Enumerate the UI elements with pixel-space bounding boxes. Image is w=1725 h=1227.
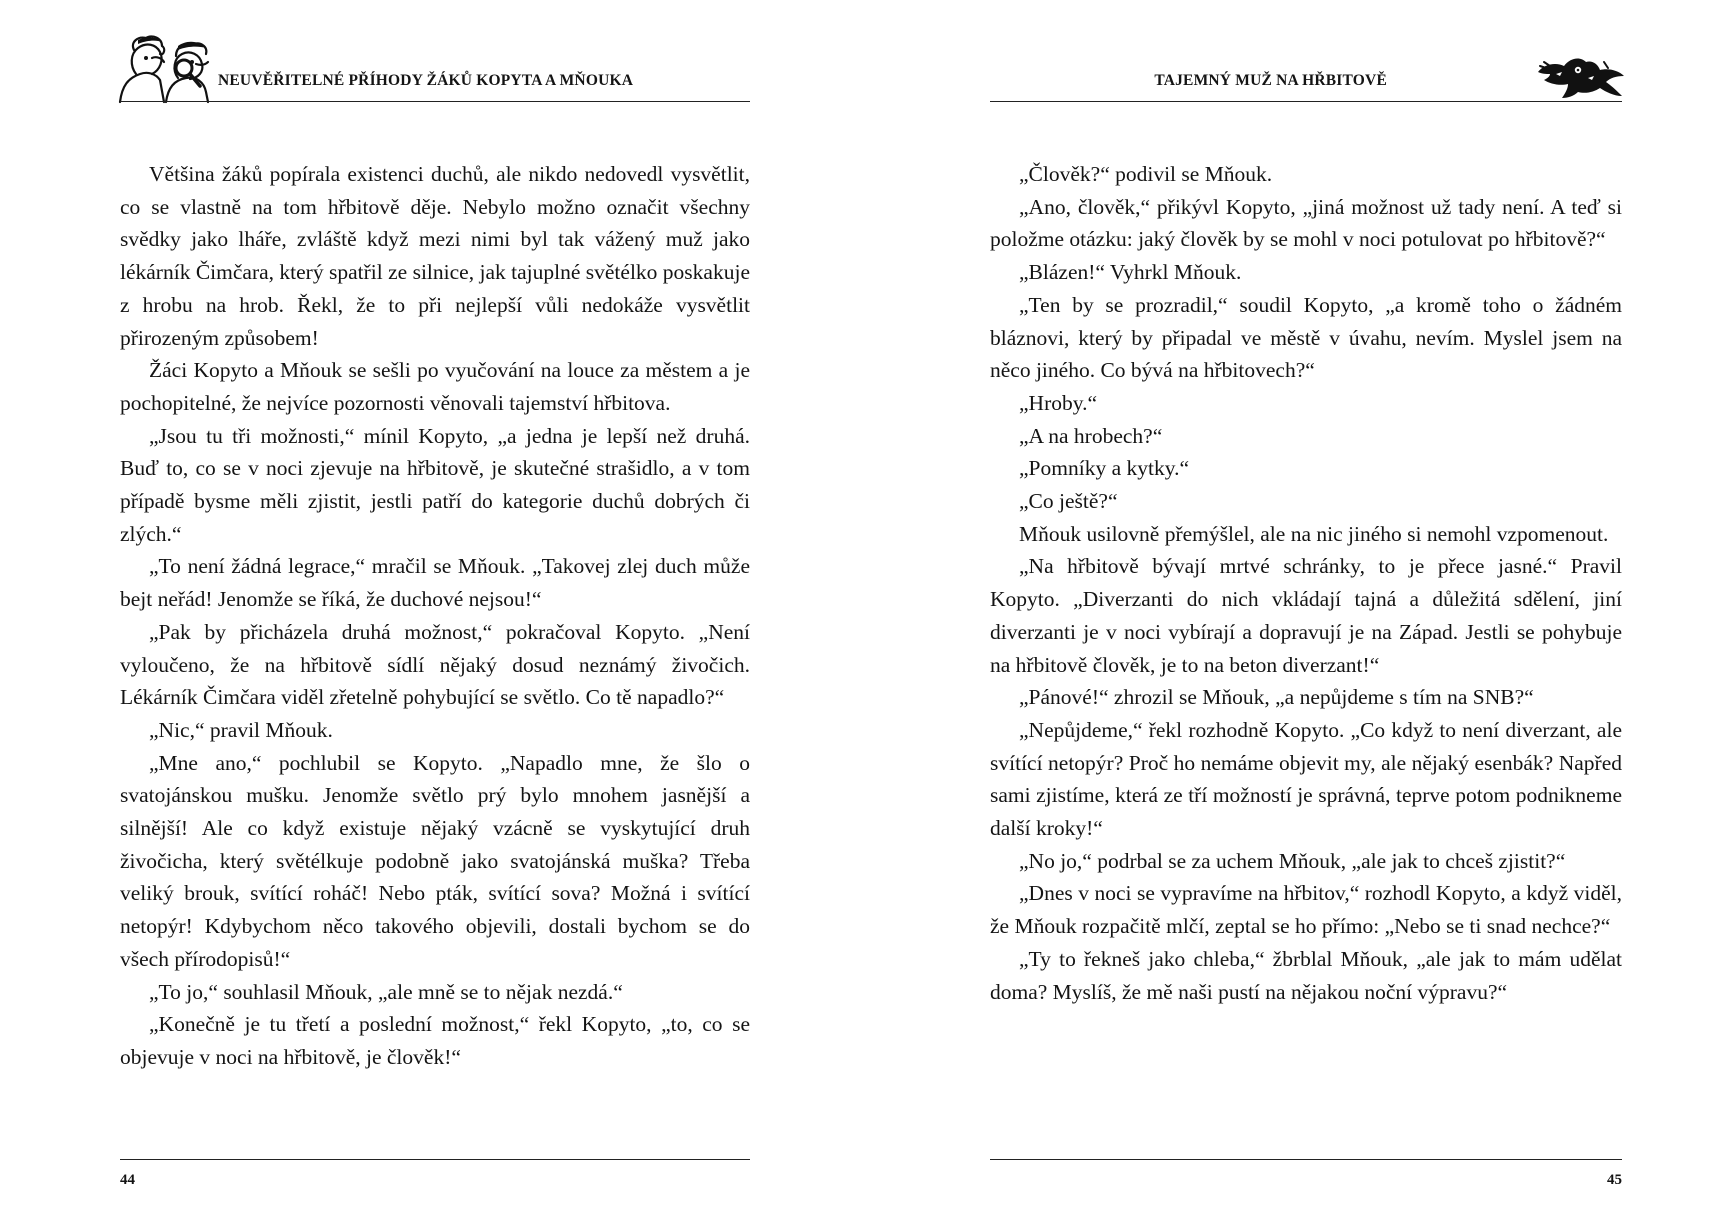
paragraph: „Ano, člověk,“ přikývl Kopyto, „jiná možnost už tady není. A teď si položme otázku: jaký člověk by se mohl v noci potulovat po hřbitově?“ bbox=[990, 194, 1622, 252]
page-number: 45 bbox=[1607, 1172, 1622, 1188]
paragraph: „Konečně je tu třetí a poslední možnost,“ řekl Kopyto, „to, co se objevuje v noci na hřbitově, je člověk!“ bbox=[120, 1012, 750, 1069]
running-header-title: NEUVĚŘITELNÉ PŘÍHODY ŽÁKŮ KOPYTA A MŇOUKA bbox=[218, 72, 634, 89]
header-rule bbox=[120, 101, 750, 102]
body-text bbox=[120, 158, 750, 1074]
paragraph: „Dnes v noci se vypravíme na hřbitov,“ rozhodl Kopyto, a když viděl, že Mňouk rozpačitě mlčí, zeptal se ho přímo: „Nebo se ti snad nechce?“ bbox=[990, 881, 1622, 939]
running-header-title: TAJEMNÝ MUŽ NA HŘBITOVĚ bbox=[1154, 72, 1387, 89]
paragraph: Mňouk usilovně přemýšlel, ale na nic jiného si nemohl vzpomenout. bbox=[1019, 521, 1609, 546]
paragraph: Většina žáků popírala existenci duchů, ale nikdo nedovedl vysvětlit, co se vlastně na tom hřbitově děje. Nebylo možno označit všechny svědky jako lháře, zvláště když mezi nimi byl tak vážený muž jako lékárník Čimčara, který spatřil ze silnice, jak tajuplné světélko poskakuje z hrobu na hrob. Řekl, že to při nejlepší vůli nedokáže vysvětlit přirozeným způsobem! bbox=[120, 162, 750, 350]
footer-rule bbox=[990, 1159, 1622, 1160]
paragraph: „Ten by se prozradil,“ soudil Kopyto, „a kromě toho o žádném bláznovi, který by připadal ve městě v úvahu, nevím. Myslel jsem na něco jiného. Co bývá na hřbitovech?“ bbox=[990, 292, 1622, 383]
paragraph: „Mne ano,“ pochlubil se Kopyto. „Napadlo mne, že šlo o svatojánskou mušku. Jenomže světlo prý bylo mnohem jasnější a silnější! Ale co když existuje nějaký vzácně se vyskytující druh živočicha, který světélkuje podobně jako svatojánská muška? Třeba veliký brouk, svítící roháč! Nebo pták, svítící sova? Možná i svítící netopýr! Kdybychom něco takového objevili, dostali bychom se do všech přírodopisů!“ bbox=[120, 750, 750, 971]
paragraph: „Nic,“ pravil Mňouk. bbox=[149, 717, 333, 742]
boys-with-magnifying-glass-icon bbox=[116, 34, 216, 104]
running-creature-icon bbox=[1534, 52, 1630, 100]
page-number: 44 bbox=[120, 1172, 135, 1188]
paragraph: „No jo,“ podrbal se za uchem Mňouk, „ale jak to chceš zjistit?“ bbox=[1019, 848, 1566, 873]
paragraph: Žáci Kopyto a Mňouk se sešli po vyučování na louce za městem a je pochopitelné, že nejvíce pozornosti věnovali tajemství hřbitova. bbox=[120, 358, 750, 415]
paragraph: „Co ještě?“ bbox=[1019, 489, 1118, 514]
body-text bbox=[990, 158, 1622, 1008]
paragraph: „Ty to řekneš jako chleba,“ žbrblal Mňouk, „ale jak to mám udělat doma? Myslíš, že mě naši pustí na nějakou noční výpravu?“ bbox=[990, 946, 1622, 1004]
paragraph: „Blázen!“ Vyhrkl Mňouk. bbox=[1019, 260, 1242, 285]
left-page bbox=[0, 0, 862, 1227]
paragraph: „To jo,“ souhlasil Mňouk, „ale mně se to nějak nezdá.“ bbox=[149, 979, 623, 1004]
paragraph: „Jsou tu tři možnosti,“ mínil Kopyto, „a jedna je lepší než druhá. Buď to, co se v noci zjevuje na hřbitově, je skutečné strašidlo, a v tom případě bysme měli zjistit, jestli patří do kategorie duchů dobrých či zlých.“ bbox=[120, 423, 750, 546]
footer-rule bbox=[120, 1159, 750, 1160]
paragraph: „To není žádná legrace,“ mračil se Mňouk. „Takovej zlej duch může bejt neřád! Jenomže se říká, že duchové nejsou!“ bbox=[120, 554, 750, 612]
paragraph: „Na hřbitově bývají mrtvé schránky, to je přece jasné.“ Pravil Kopyto. „Diverzanti do nich vkládají tajná a důležitá sdělení, jiní diverzanti je v noci vybírají a dopravují je na Západ. Jestli se pohybuje na hřbitově člověk, je to na beton diverzant!“ bbox=[990, 554, 1622, 677]
paragraph: „Pak by přicházela druhá možnost,“ pokračoval Kopyto. „Není vyloučeno, že na hřbitově sídlí nějaký dosud neznámý živočich. Lékárník Čimčara viděl zřetelně pohybující se světlo. Co tě napadlo?“ bbox=[120, 619, 750, 710]
paragraph: „A na hrobech?“ bbox=[1019, 423, 1163, 448]
paragraph: „Hroby.“ bbox=[1019, 390, 1098, 415]
paragraph: „Člověk?“ podivil se Mňouk. bbox=[1019, 162, 1273, 186]
header-rule bbox=[990, 101, 1622, 102]
paragraph: „Nepůjdeme,“ řekl rozhodně Kopyto. „Co když to není diverzant, ale svítící netopýr? Proč ho nemáme objevit my, ale nějaký esenbák? Napřed sami zjistíme, která ze tří možností je správná, teprve potom podnikneme další kroky!“ bbox=[990, 717, 1622, 841]
paragraph: „Pomníky a kytky.“ bbox=[1019, 456, 1189, 481]
right-page bbox=[862, 0, 1725, 1227]
paragraph: „Pánové!“ zhrozil se Mňouk, „a nepůjdeme s tím na SNB?“ bbox=[1019, 685, 1534, 710]
